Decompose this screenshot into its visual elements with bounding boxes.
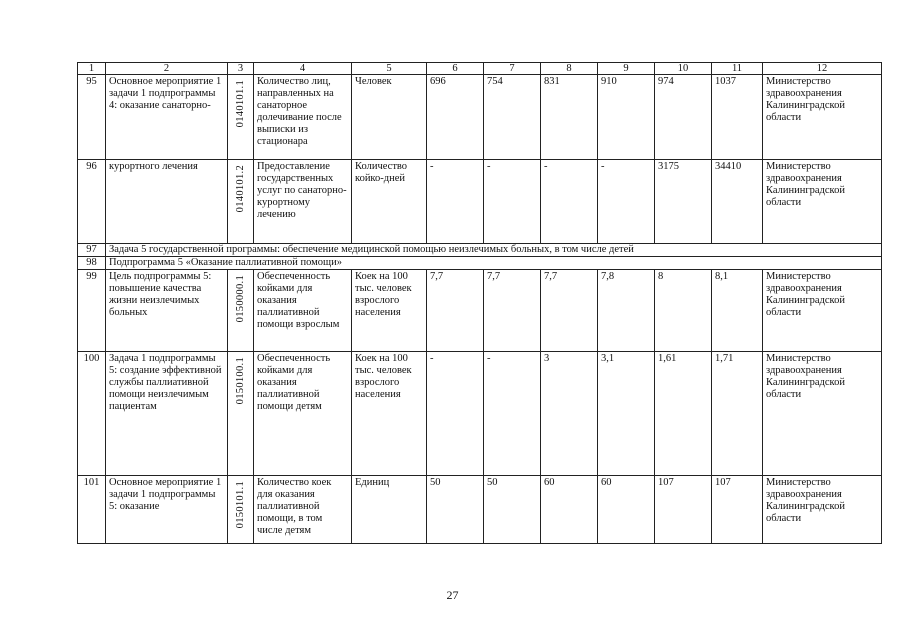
- value-cell: 34410: [712, 160, 763, 244]
- value-cell: 50: [427, 476, 484, 544]
- column-number: 6: [427, 63, 484, 75]
- activity-name: Цель подпрограммы 5: повышение качества жизни неизлечимых больных: [106, 270, 228, 352]
- unit-cell: Единиц: [352, 476, 427, 544]
- responsible-cell: Министерство здравоохранения Калининградской области: [763, 476, 882, 544]
- value-cell: 60: [541, 476, 598, 544]
- value-cell: -: [427, 352, 484, 476]
- value-cell: 1,61: [655, 352, 712, 476]
- column-number: 3: [228, 63, 254, 75]
- unit-cell: Количество койко-дней: [352, 160, 427, 244]
- value-cell: 3: [541, 352, 598, 476]
- value-cell: 696: [427, 75, 484, 160]
- column-number: 5: [352, 63, 427, 75]
- responsible-cell: Министерство здравоохранения Калининградской области: [763, 75, 882, 160]
- row-number: 96: [78, 160, 106, 244]
- value-cell: 7,7: [427, 270, 484, 352]
- page-number: 27: [446, 588, 459, 602]
- indicator-name: Количество коек для оказания паллиативной помощи, в том числе детям: [254, 476, 352, 544]
- indicator-name: Количество лиц, направленных на санаторное долечивание после выписки из стационара: [254, 75, 352, 160]
- value-cell: 7,7: [541, 270, 598, 352]
- activity-name: Задача 1 подпрограммы 5: создание эффективной службы паллиативной помощи неизлечимым пациентам: [106, 352, 228, 476]
- table-row: [78, 244, 882, 257]
- row-number: 98: [78, 257, 106, 270]
- value-cell: 3175: [655, 160, 712, 244]
- column-number: 11: [712, 63, 763, 75]
- value-cell: 50: [484, 476, 541, 544]
- code-cell: [228, 476, 254, 544]
- column-number: 12: [763, 63, 882, 75]
- value-cell: 910: [598, 75, 655, 160]
- row-number: 99: [78, 270, 106, 352]
- column-number: 10: [655, 63, 712, 75]
- value-cell: 754: [484, 75, 541, 160]
- column-number: 1: [78, 63, 106, 75]
- value-cell: -: [484, 160, 541, 244]
- activity-name: Основное мероприятие 1 задачи 1 подпрограммы 5: оказание: [106, 476, 228, 544]
- column-number-row: [78, 63, 882, 75]
- indicator-name: Обеспеченность койками для оказания паллиативной помощи взрослым: [254, 270, 352, 352]
- code-text: 0140101.2: [234, 165, 246, 213]
- code-cell: [228, 160, 254, 244]
- value-cell: -: [484, 352, 541, 476]
- unit-cell: Коек на 100 тыс. человек взрослого населения: [352, 270, 427, 352]
- value-cell: 7,7: [484, 270, 541, 352]
- code-cell: [228, 75, 254, 160]
- table-row: [78, 270, 882, 352]
- unit-cell: Человек: [352, 75, 427, 160]
- row-number: 97: [78, 244, 106, 257]
- code-text: 0150101.1: [234, 481, 246, 529]
- column-number: 8: [541, 63, 598, 75]
- row-number: 95: [78, 75, 106, 160]
- section-title: Задача 5 государственной программы: обеспечение медицинской помощью неизлечимых больных, в том числе детей: [106, 244, 882, 257]
- code-cell: [228, 352, 254, 476]
- indicators-table: [77, 62, 882, 544]
- column-number: 2: [106, 63, 228, 75]
- value-cell: 974: [655, 75, 712, 160]
- table-row: [78, 476, 882, 544]
- value-cell: 107: [712, 476, 763, 544]
- value-cell: -: [541, 160, 598, 244]
- subprogram-title: Подпрограмма 5 «Оказание паллиативной помощи»: [106, 257, 882, 270]
- value-cell: -: [427, 160, 484, 244]
- value-cell: 1,71: [712, 352, 763, 476]
- unit-cell: Коек на 100 тыс. человек взрослого населения: [352, 352, 427, 476]
- value-cell: 107: [655, 476, 712, 544]
- value-cell: 1037: [712, 75, 763, 160]
- activity-name: курортного лечения: [106, 160, 228, 244]
- responsible-cell: Министерство здравоохранения Калининградской области: [763, 160, 882, 244]
- table-row: [78, 160, 882, 244]
- indicator-name: Предоставление государственных услуг по санаторно-курортному лечению: [254, 160, 352, 244]
- value-cell: 60: [598, 476, 655, 544]
- value-cell: 8: [655, 270, 712, 352]
- indicator-name: Обеспеченность койками для оказания паллиативной помощи детям: [254, 352, 352, 476]
- responsible-cell: Министерство здравоохранения Калининградской области: [763, 270, 882, 352]
- column-number: 4: [254, 63, 352, 75]
- code-cell: [228, 270, 254, 352]
- responsible-cell: Министерство здравоохранения Калининградской области: [763, 352, 882, 476]
- row-number: 101: [78, 476, 106, 544]
- value-cell: 3,1: [598, 352, 655, 476]
- value-cell: -: [598, 160, 655, 244]
- value-cell: 831: [541, 75, 598, 160]
- code-text: 0150000.1: [234, 275, 246, 323]
- table-row: [78, 75, 882, 160]
- code-text: 0140101.1: [234, 80, 246, 128]
- activity-name: Основное мероприятие 1 задачи 1 подпрограммы 4: оказание санаторно-: [106, 75, 228, 160]
- value-cell: 7,8: [598, 270, 655, 352]
- row-number: 100: [78, 352, 106, 476]
- table-row: [78, 257, 882, 270]
- column-number: 9: [598, 63, 655, 75]
- column-number: 7: [484, 63, 541, 75]
- table-row: [78, 352, 882, 476]
- code-text: 0150100.1: [234, 357, 246, 405]
- value-cell: 8,1: [712, 270, 763, 352]
